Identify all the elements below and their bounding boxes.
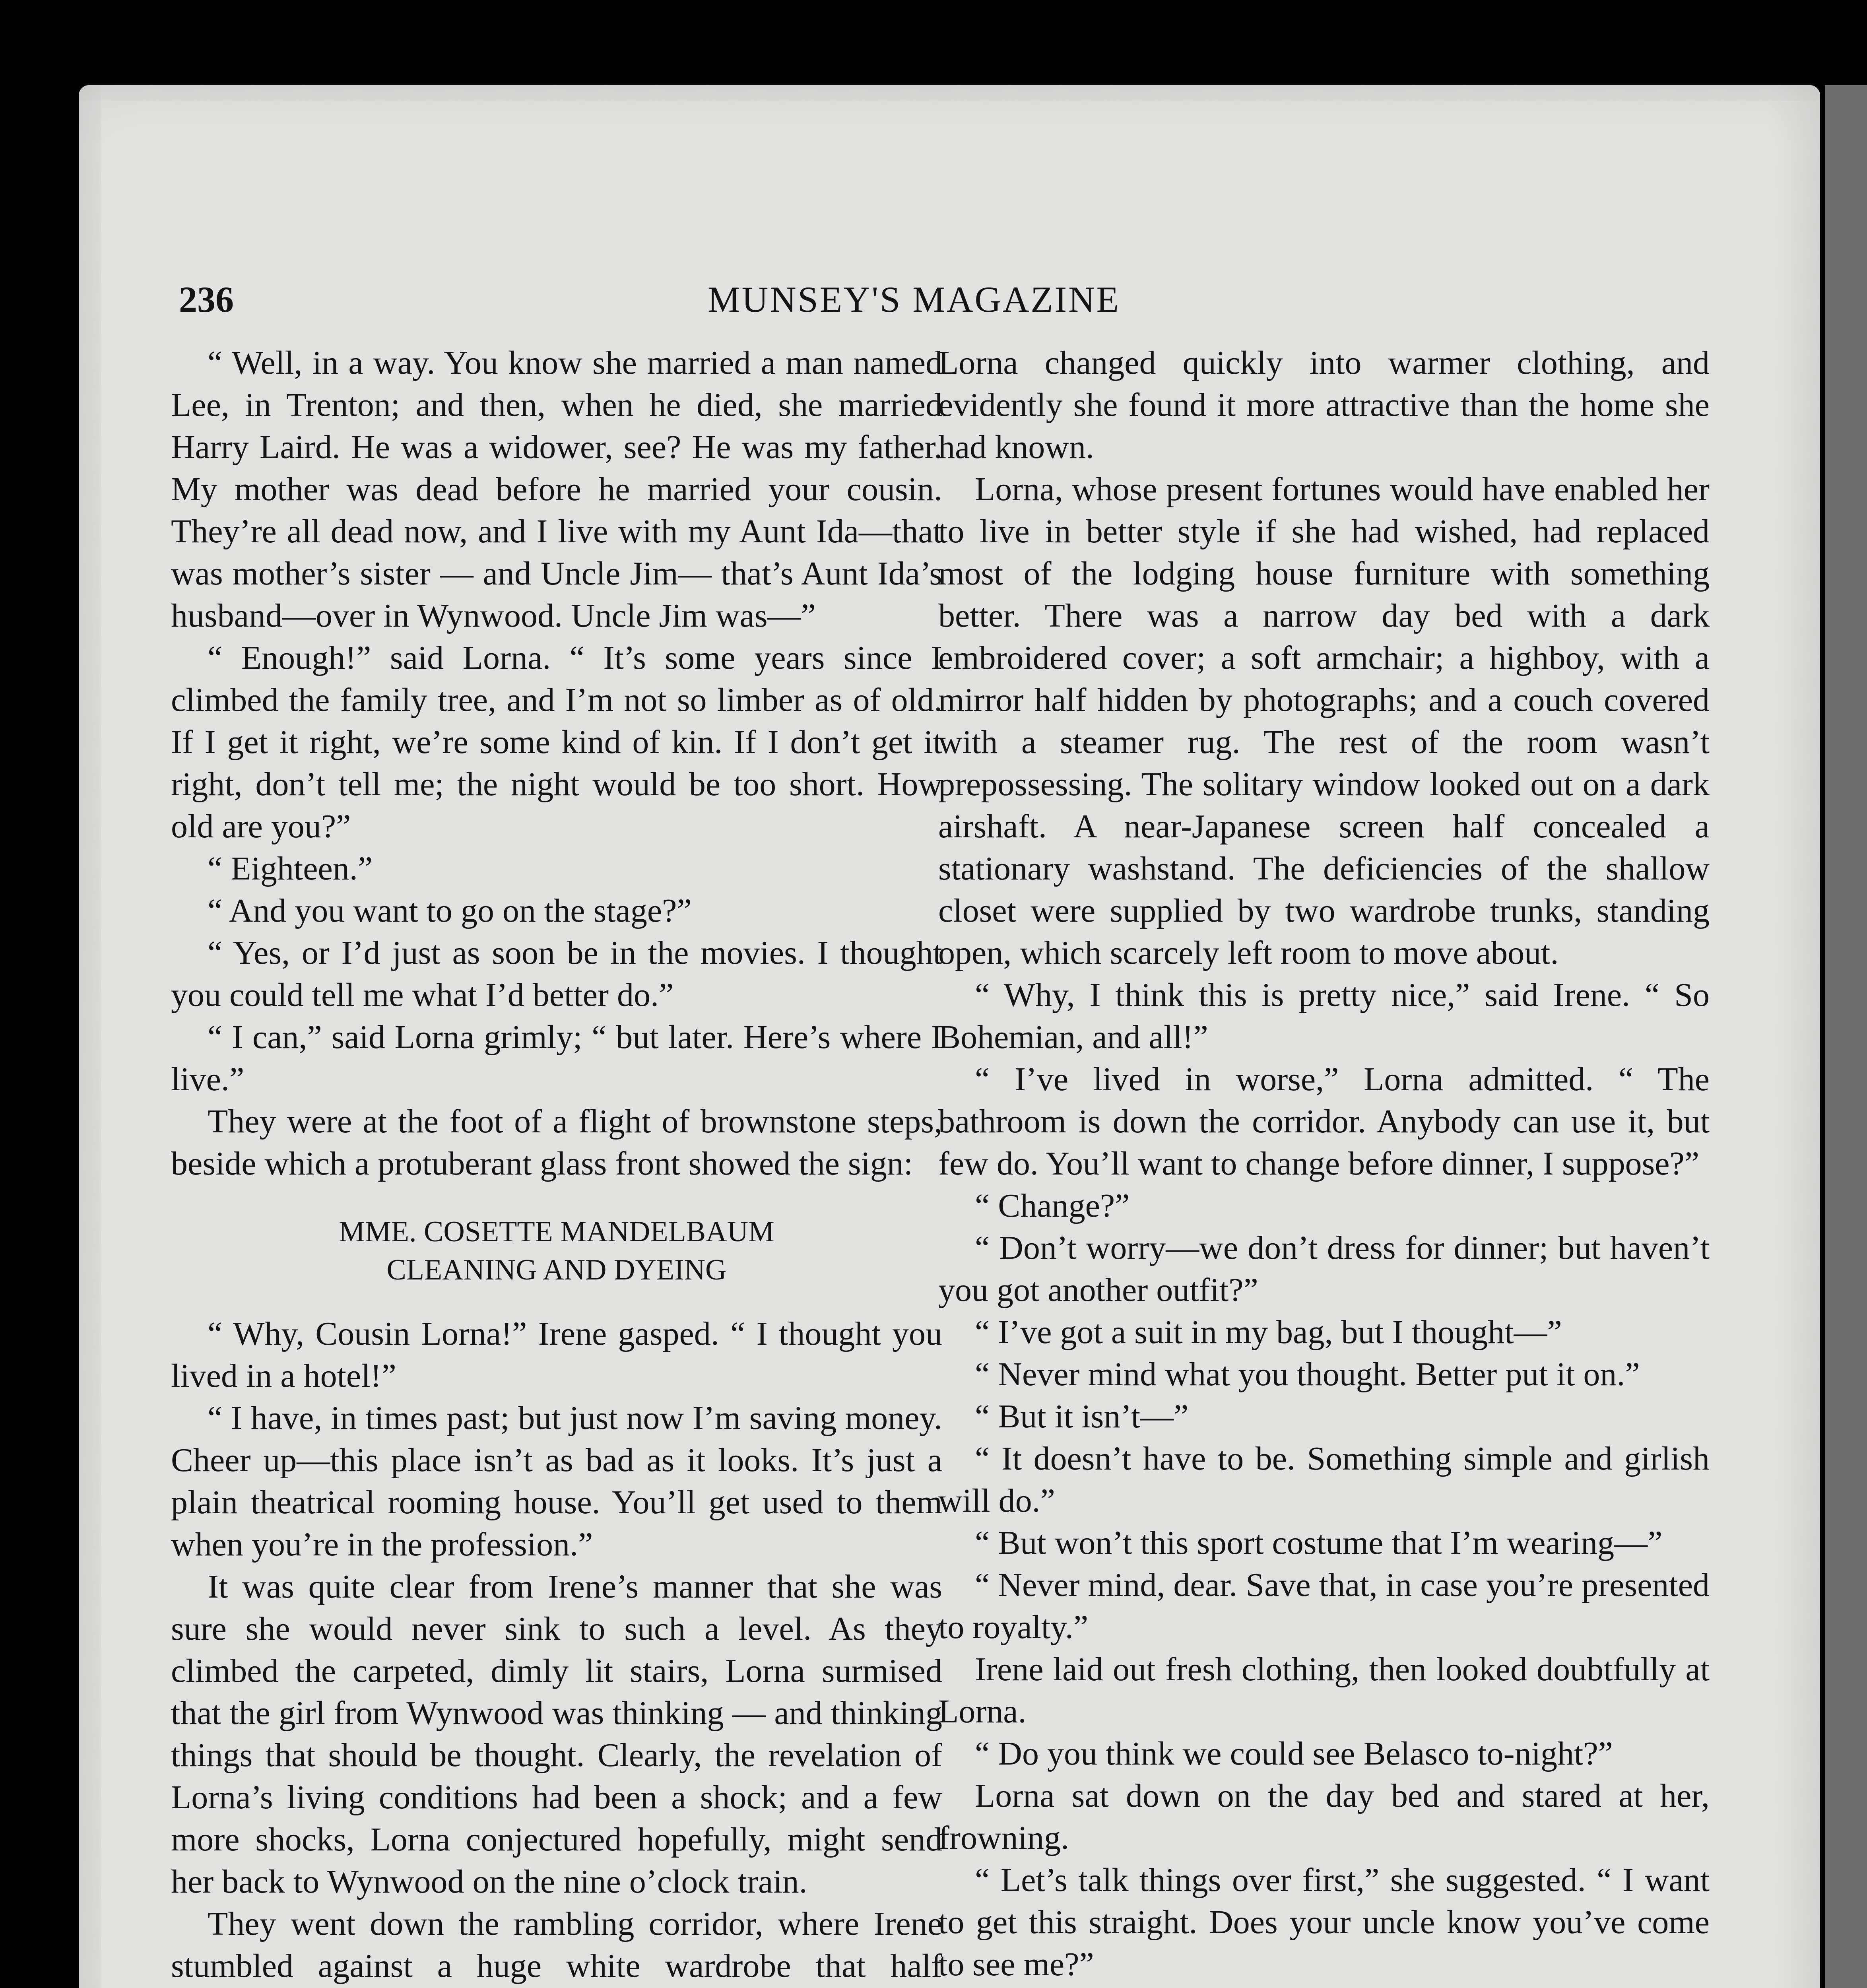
paragraph: “ Yes, or I’d just as soon be in the movies. I thought you could tell me what I’d better do.”: [171, 934, 942, 1013]
paragraph: They were at the foot of a flight of brownstone steps, beside which a protuberant glass front showed the sign:: [171, 1103, 942, 1182]
paragraph: “ But won’t this sport costume that I’m wearing—”: [975, 1524, 1663, 1561]
paragraph: “ It doesn’t have to be. Something simple and girlish will do.”: [938, 1440, 1710, 1519]
paragraph: “ I’ve got a suit in my bag, but I thought—”: [975, 1314, 1562, 1351]
paragraph: “ I have, in times past; but just now I’m saving money. Cheer up—this place isn’t as bad as it looks. It’s just a plain theatrical rooming house. You’ll get used to them when you’re in the profession.”: [171, 1400, 942, 1563]
page-header: [179, 278, 1698, 326]
paragraph: “ Don’t worry—we don’t dress for dinner; but haven’t you got another outfit?”: [938, 1229, 1710, 1309]
paragraph: “ I’ve lived in worse,” Lorna admitted. “ The bathroom is down the corridor. Anybody can use it, but few do. You’ll want to change before dinner, I suppose?”: [938, 1061, 1710, 1182]
paragraph: They went down the rambling corridor, where Irene stumbled against a huge white wardrobe that half: [171, 1905, 942, 1984]
paragraph: “ Eighteen.”: [208, 850, 373, 887]
running-head: MUNSEY'S MAGAZINE: [708, 279, 1120, 320]
paragraph: “ Well, in a way. You know she married a man named Lee, in Trenton; and then, when he died, she married Harry Laird. He was a widower, see? He was my father. My mother was dead before he married your cousin. They’re all dead now, and I live with my Aunt Ida—that was mother’s sister — and Uncle Jim— that’s Aunt Ida’s husband—over in Wynwood. Uncle Jim was—”: [171, 344, 942, 634]
sign-line: CLEANING AND DYEING: [386, 1254, 727, 1286]
shop-sign: [171, 1213, 942, 1289]
paragraph: “ Why, Cousin Lorna!” Irene gasped. “ I thought you lived in a hotel!”: [171, 1315, 942, 1394]
paragraph: Lorna changed quickly into warmer clothing, and evidently she found it more attractive than the home she had known.: [938, 344, 1710, 466]
paragraph: “ But it isn’t—”: [975, 1398, 1189, 1435]
paragraph: “ I can,” said Lorna grimly; “ but later. Here’s where I live.”: [171, 1019, 942, 1098]
left-column: [171, 342, 942, 1988]
right-column: [938, 342, 1710, 1988]
paragraph: “ And you want to go on the stage?”: [208, 892, 692, 929]
sign-line: MME. COSETTE MANDELBAUM: [339, 1215, 774, 1248]
paragraph: Lorna, whose present fortunes would have enabled her to live in better style if she had wished, had replaced most of the lodging house furniture with something better. There was a narrow day bed with a dark embroidered cover; a soft armchair; a highboy, with a mirror half hidden by photographs; and a couch covered with a steamer rug. The rest of the room wasn’t prepossessing. The solitary window looked out on a dark airshaft. A near-Japanese screen half concealed a stationary washstand. The deficiencies of the shallow closet were supplied by two wardrobe trunks, standing open, which scarcely left room to move about.: [938, 471, 1710, 971]
paragraph: Lorna sat down on the day bed and stared at her, frowning.: [938, 1777, 1710, 1856]
paragraph: “ Change?”: [975, 1187, 1130, 1224]
paragraph: [938, 1986, 1710, 1988]
paragraph: It was quite clear from Irene’s manner that she was sure she would never sink to such a level. As they climbed the carpeted, dimly lit stairs, Lorna surmised that the girl from Wynwood was thinking — and thinking things that should be thought. Clearly, the revelation of Lorna’s living conditions had been a shock; and a few more shocks, Lorna conjectured hopefully, might send her back to Wynwood on the nine o’clock train.: [171, 1568, 942, 1900]
paragraph: “ Do you think we could see Belasco to-night?”: [975, 1735, 1613, 1772]
page-number: 236: [179, 279, 234, 320]
paragraph: “ Let’s talk things over first,” she suggested. “ I want to get this straight. Does your uncle know you’ve come to see me?”: [938, 1862, 1710, 1983]
paragraph: “ Never mind what you thought. Better put it on.”: [975, 1356, 1640, 1393]
next-page-edge: [1825, 85, 1867, 1988]
paragraph: Irene laid out fresh clothing, then looked doubtfully at Lorna.: [938, 1651, 1710, 1730]
paragraph: “ Enough!” said Lorna. “ It’s some years since I climbed the family tree, and I’m not so limber as of old. If I get it right, we’re some kind of kin. If I don’t get it right, don’t tell me; the night would be too short. How old are you?”: [171, 639, 942, 845]
paragraph: “ Why, I think this is pretty nice,” said Irene. “ So Bohemian, and all!”: [938, 977, 1710, 1056]
paragraph: “ Never mind, dear. Save that, in case you’re presented to royalty.”: [938, 1567, 1710, 1646]
